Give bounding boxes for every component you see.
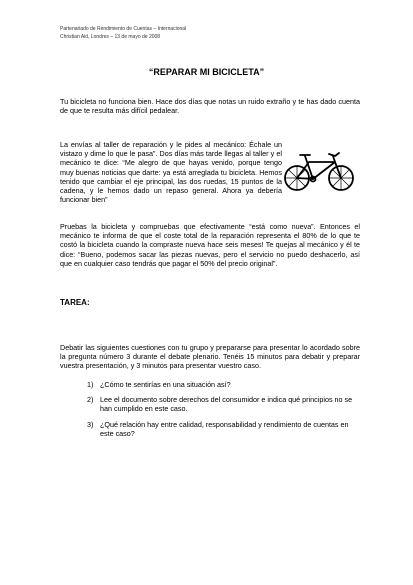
intro-paragraph: Tu bicicleta no funciona bien. Hace dos días que notas un ruido extraño y te has dado cuenta de que te resulta más difícil pedalear. [60,97,360,116]
document-title: “REPARAR MI BICICLETA” [148,67,265,77]
bicycle-icon [283,148,355,194]
list-item [87,419,362,438]
question-list [87,380,362,444]
list-item [87,395,362,414]
question-number: 2) [87,395,94,405]
list-item [87,380,362,389]
task-paragraph: Debatir las siguientes cuestiones con tu grupo y prepararse para presentar lo acordado sobre la pregunta número 3 durante el debate plenario. Tenéis 15 minutos para debatir y preparar vuestra presentación, y 3 minutos para presentar vuestro caso. [60,343,360,371]
task-heading: TAREA: [60,298,90,307]
header-event: Christian Aid, Londres – 13 de mayo de 2008 [60,34,161,40]
question-text: ¿Qué relación hay entre calidad, responsabilidad y rendimiento de cuentas en este caso? [100,419,349,438]
header-organization: Partenariado de Rendimiento de Cuentas – Internacional [60,26,187,32]
page-header [60,25,186,41]
question-text: ¿Cómo te sentirías en una situación así? [100,380,231,389]
question-number: 1) [87,380,94,389]
question-number: 3) [87,419,94,429]
question-text: Lee el documento sobre derechos del consumidor e indica qué principios no se han cumplido en este caso. [100,395,353,414]
test-paragraph: Pruebas la bicicleta y compruebas que efectivamente “está como nueva”. Entonces el mecánico te informa de que el coste total de la reparación representa el 80% de lo que te costó la bicicleta cuando la compraste nueva hace seis meses! Te quejas al mecánico y él te dice: “Bueno, podemos sacar las piezas nuevas, pero el servicio no puedo deshacerlo, así que en cualquier caso tendrás que pagar el 50% del precio original”. [60,222,360,268]
workshop-paragraph: La envías al taller de reparación y le pides al mecánico: Échale un vistazo y dime lo que le pasa”. Dos días más tarde llegas al taller y el mecánico te dice: “Me alegro de que hayas venido, porque tengo muy buenas noticias que darte: ya está arreglada tu bicicleta. Hemos tenido que cambiar el eje principal, las dos ruedas, 15 puntos de la cadena, y le hemos dado un repaso general. Ahora ya debería funcionar bien” [60,140,282,205]
